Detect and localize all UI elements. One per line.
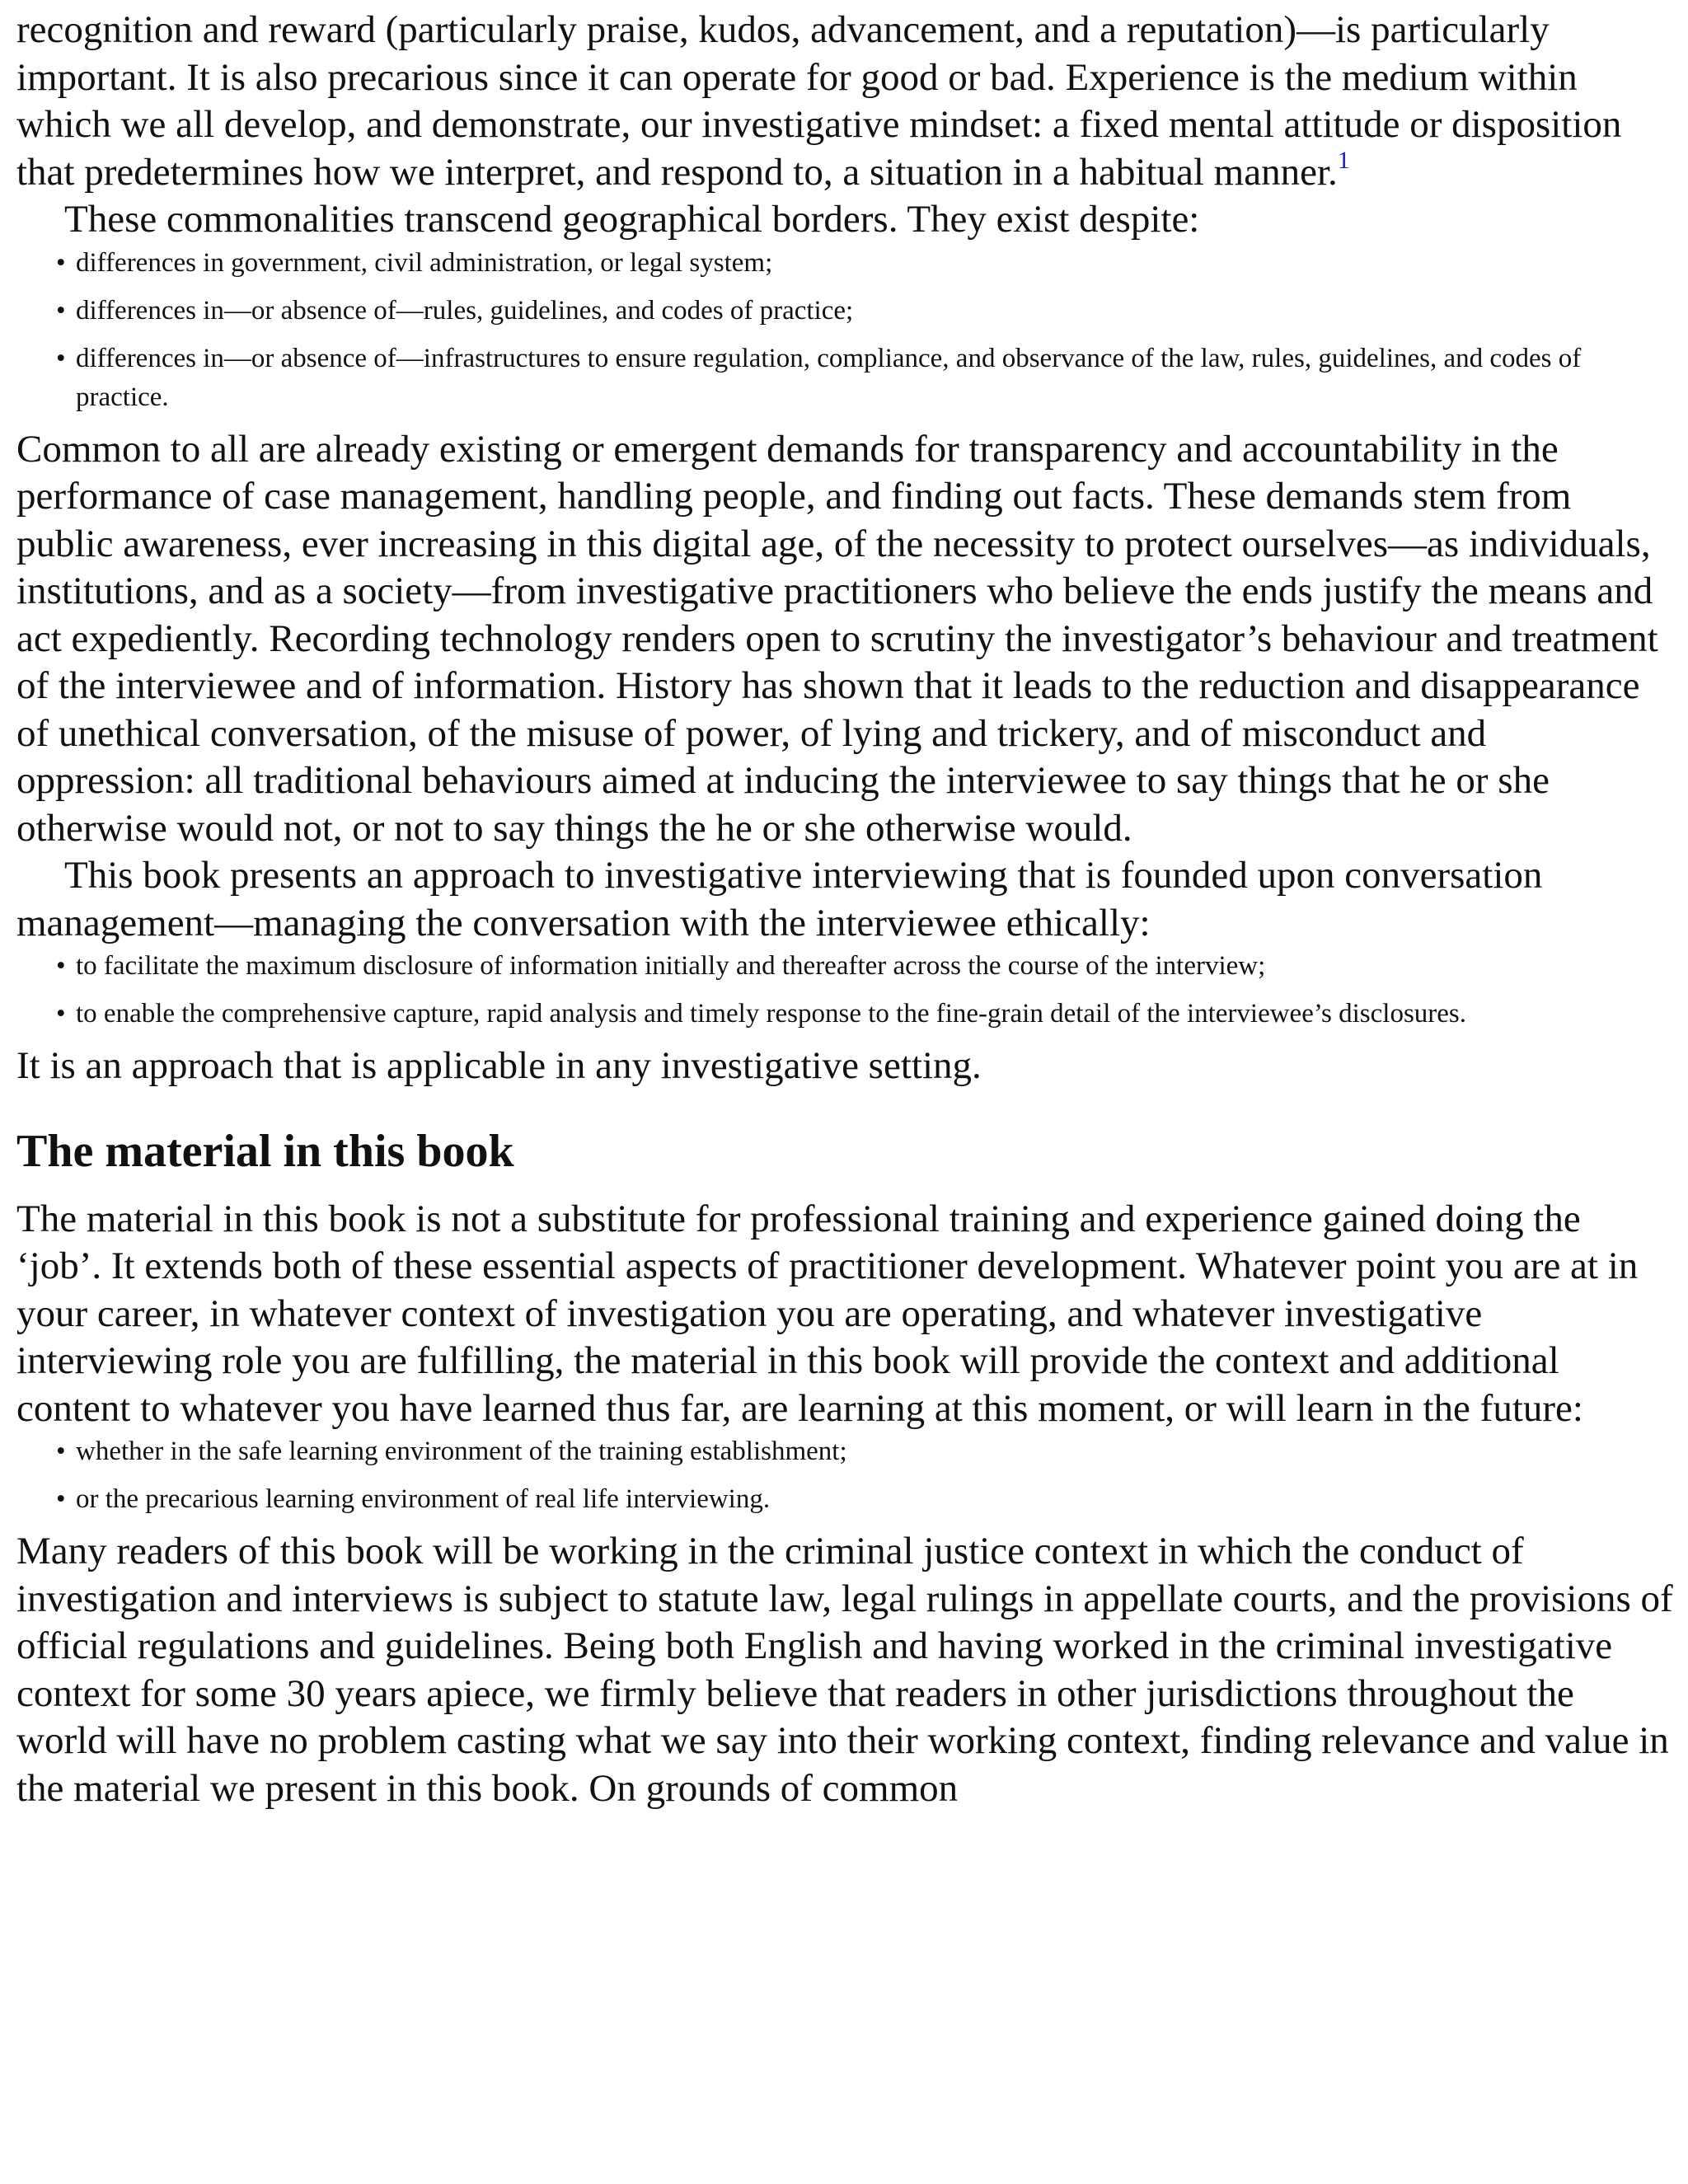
- paragraph-text: recognition and reward (particularly praise, kudos, advancement, and a reputation)—is particularly important. It is also precarious since it can operate for good or bad. Experience is the medium within which we all develop, and demonstrate, our investigative mindset: a fixed mental attitude or disposition that predetermines how we interpret, and respond to, a situation in a habitual manner.: [16, 8, 1622, 194]
- footnote-link[interactable]: 1: [1337, 146, 1350, 174]
- paragraph-readers: Many readers of this book will be working in the criminal justice context in which the conduct of investigation and interviews is subject to statute law, legal rulings in appellate courts, and the provisions of official regulations and guidelines. Being both English and having worked in the criminal investigative context for some 30 years apiece, we firmly believe that readers in other jurisdictions throughout the world will have no problem casting what we say into their working context, finding relevance and value in the material we present in this book. On grounds of common: [16, 1530, 1673, 1810]
- list-item: • or the precarious learning environment of real life interviewing.: [56, 1480, 1673, 1519]
- list-item: • whether in the safe learning environment of the training establishment;: [56, 1432, 1673, 1471]
- paragraph-commonalities: These commonalities transcend geographical borders. They exist despite:: [64, 198, 1200, 241]
- section-heading: The material in this book: [16, 1125, 514, 1177]
- document-page: [16, 0, 1673, 1812]
- list-item: • to enable the comprehensive capture, rapid analysis and timely response to the fine-grain detail of the interviewee’s disclosures.: [56, 995, 1673, 1033]
- list-item: • differences in—or absence of—rules, guidelines, and codes of practice;: [56, 292, 1673, 330]
- approach-goals-list: [16, 947, 1673, 1033]
- paragraph-applicable: It is an approach that is applicable in any investigative setting.: [16, 1044, 982, 1087]
- differences-list: [16, 244, 1673, 417]
- learning-environment-list: [16, 1432, 1673, 1519]
- list-item: • to facilitate the maximum disclosure of information initially and thereafter across the course of the interview;: [56, 947, 1673, 986]
- list-item: • differences in government, civil administration, or legal system;: [56, 244, 1673, 283]
- list-item: • differences in—or absence of—infrastructures to ensure regulation, compliance, and observance of the law, rules, guidelines, and codes of practice.: [56, 340, 1673, 417]
- paragraph-common-to-all: Common to all are already existing or emergent demands for transparency and accountability in the performance of case management, handling people, and finding out facts. These demands stem from public awareness, ever increasing in this digital age, of the necessity to protect ourselves—as individuals, institutions, and as a society—from investigative practitioners who believe the ends justify the means and act expediently. Recording technology renders open to scrutiny the investigator’s behaviour and treatment of the interviewee and of information. History has shown that it leads to the reduction and disappearance of unethical conversation, of the misuse of power, of lying and trickery, and of misconduct and oppression: all traditional behaviours aimed at inducing the interviewee to say things that he or she otherwise would not, or not to say things the he or she otherwise would.: [16, 427, 1658, 850]
- paragraph-approach: This book presents an approach to investigative interviewing that is founded upon conversation management—managing the conversation with the interviewee ethically:: [16, 854, 1543, 944]
- paragraph-material: The material in this book is not a substitute for professional training and experience gained doing the ‘job’. It extends both of these essential aspects of practitioner development. Whatever point you are at in your career, in whatever context of investigation you are operating, and whatever investigative interviewing role you are fulfilling, the material in this book will provide the context and additional content to whatever you have learned thus far, are learning at this moment, or will learn in the future:: [16, 1197, 1639, 1430]
- paragraph-recognition: [16, 7, 1673, 196]
